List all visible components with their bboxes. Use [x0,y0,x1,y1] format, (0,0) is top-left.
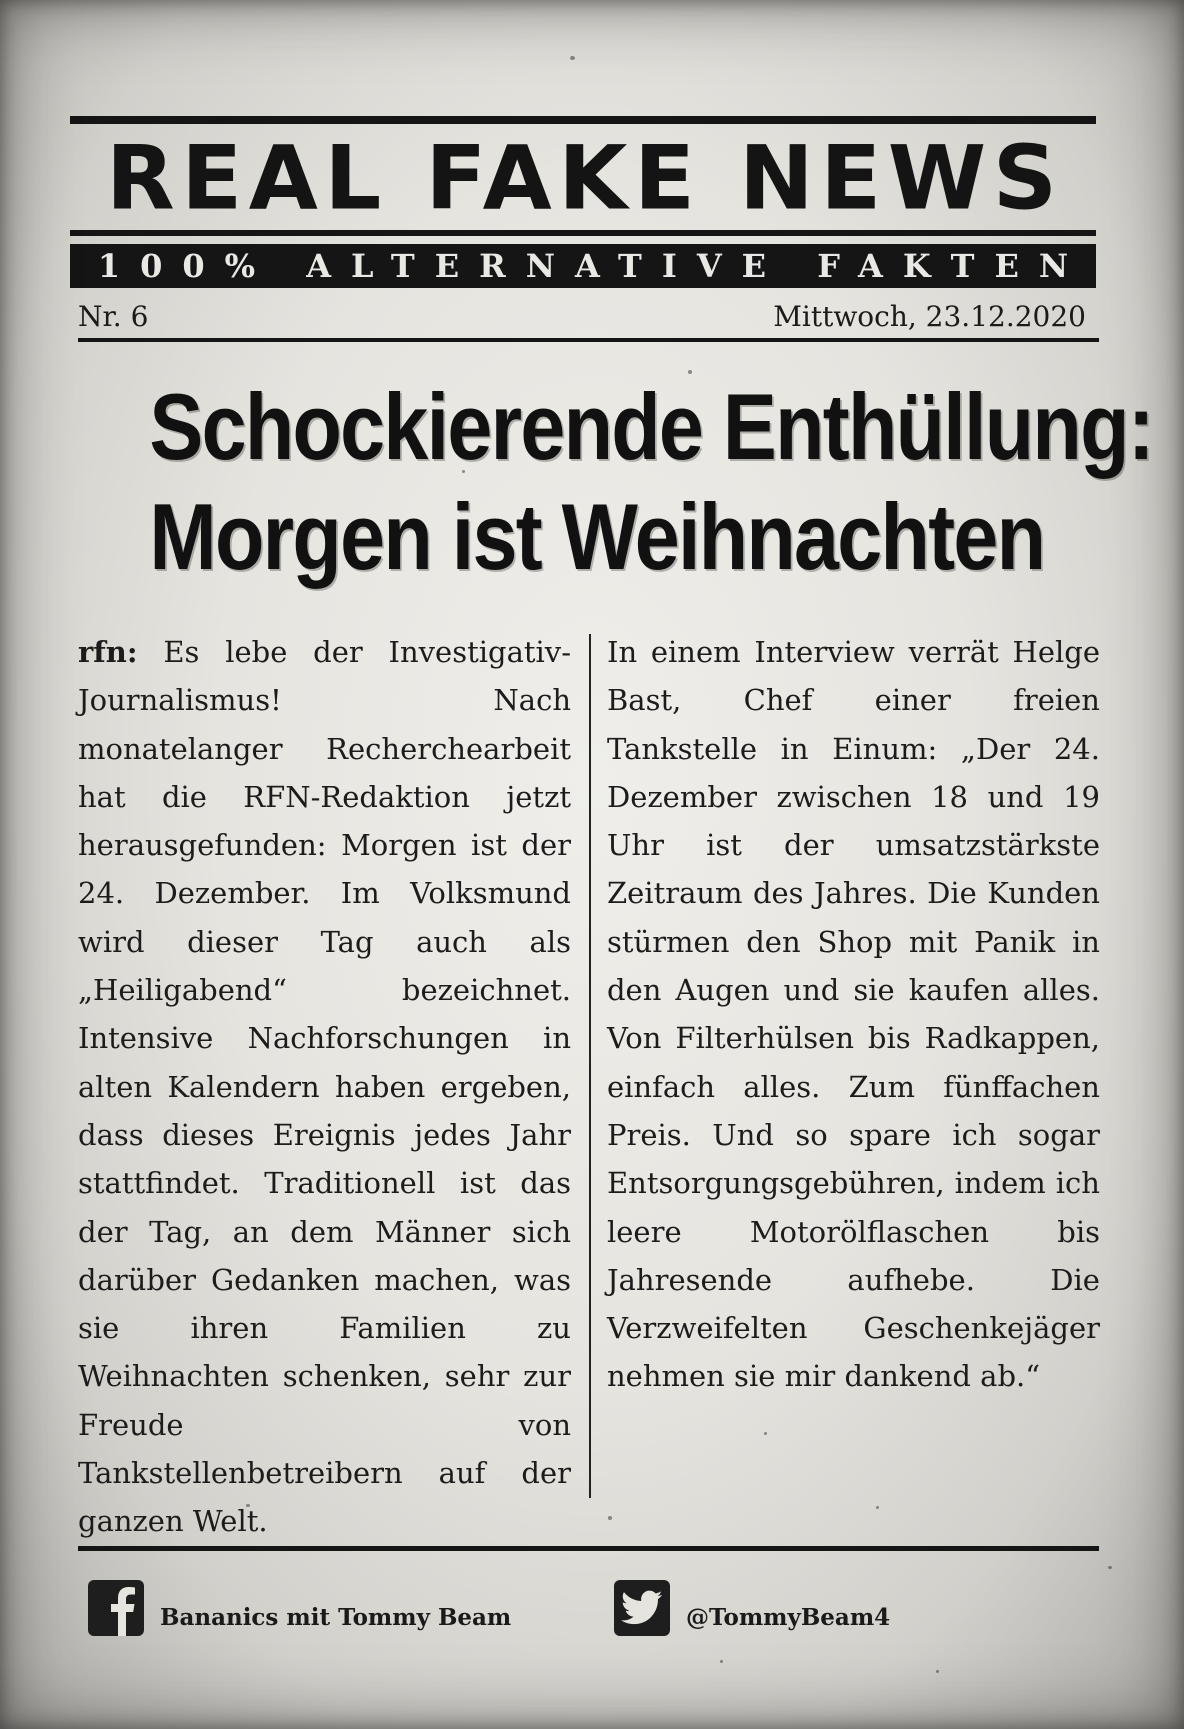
article-paragraph-left [78,628,571,1546]
masthead-title-text: REAL FAKE NEWS [106,133,1064,223]
paper-speck [720,1660,723,1663]
facebook-label: Bananics mit Tommy Beam [160,1603,512,1631]
article-column-right [591,628,1100,1498]
paper-speck [1108,1566,1112,1569]
facebook-icon [88,1580,144,1636]
issue-number: Nr. 6 [78,300,149,333]
tagline: 100% ALTERNATIVE FAKTEN [97,247,1089,285]
headline-line-1: Schockierende Enthüllung: [149,374,1153,479]
article-text-right: In einem Interview verrät Helge Bast, Chef einer freien Tankstelle in Einum: „Der 24. Dezember zwischen 18 und 19 Uhr ist der umsatzstärkste Zeitraum des Jahres. Die Kunden stürmen den Shop mit Panik in den Augen und sie kaufen alles. Von Filterhülsen bis Radkappen, einfach alles. Zum fünffachen Preis. Und so spare ich sogar Entsorgungsgebühren, indem ich leere Motorölflaschen bis Jahresende aufhebe. Die Verzweifelten Geschenkejäger nehmen sie mir dankend ab.“ [606,635,1100,1394]
article-text-left: Es lebe der Investigativ-Journalismus! Nach monatelanger Recherchearbeit hat die RFN-Redaktion jetzt herausgefunden: Morgen ist der 24. Dezember. Im Volksmund wird dieser Tag auch als „Heiligabend“ bezeichnet. Intensive Nachforschungen in alten Kalendern haben ergeben, dass dieses Ereignis jedes Jahr stattfindet. Traditionell ist das der Tag, an dem Männer sich darüber Gedanken machen, was sie ihren Familien zu Weihnachten schenken, sehr zur Freude von Tankstellenbetreibern auf der ganzen Welt. [78,635,571,1539]
masthead-top-rule [70,116,1096,124]
tagline-bar [70,244,1096,288]
paper-speck [570,56,575,60]
byline: rfn: [78,635,138,669]
article-column-left [78,628,589,1539]
facebook-link[interactable] [88,1580,511,1636]
paper-speck [876,1506,879,1509]
issue-line [78,300,1086,333]
twitter-link[interactable] [614,1580,890,1636]
issue-date: Mittwoch, 23.12.2020 [773,300,1086,333]
masthead [70,116,1096,288]
paper-speck [608,1516,612,1520]
masthead-title [70,134,1096,222]
headline [78,372,1153,592]
headline-line-2: Morgen ist Weihnachten [149,484,1045,589]
masthead-bottom-rule [70,230,1096,236]
paper-speck [936,1670,939,1673]
article [78,628,1100,1539]
twitter-icon [614,1580,670,1636]
issue-rule [78,338,1099,342]
footer-rule [78,1546,1099,1551]
twitter-label: @TommyBeam4 [686,1603,891,1631]
